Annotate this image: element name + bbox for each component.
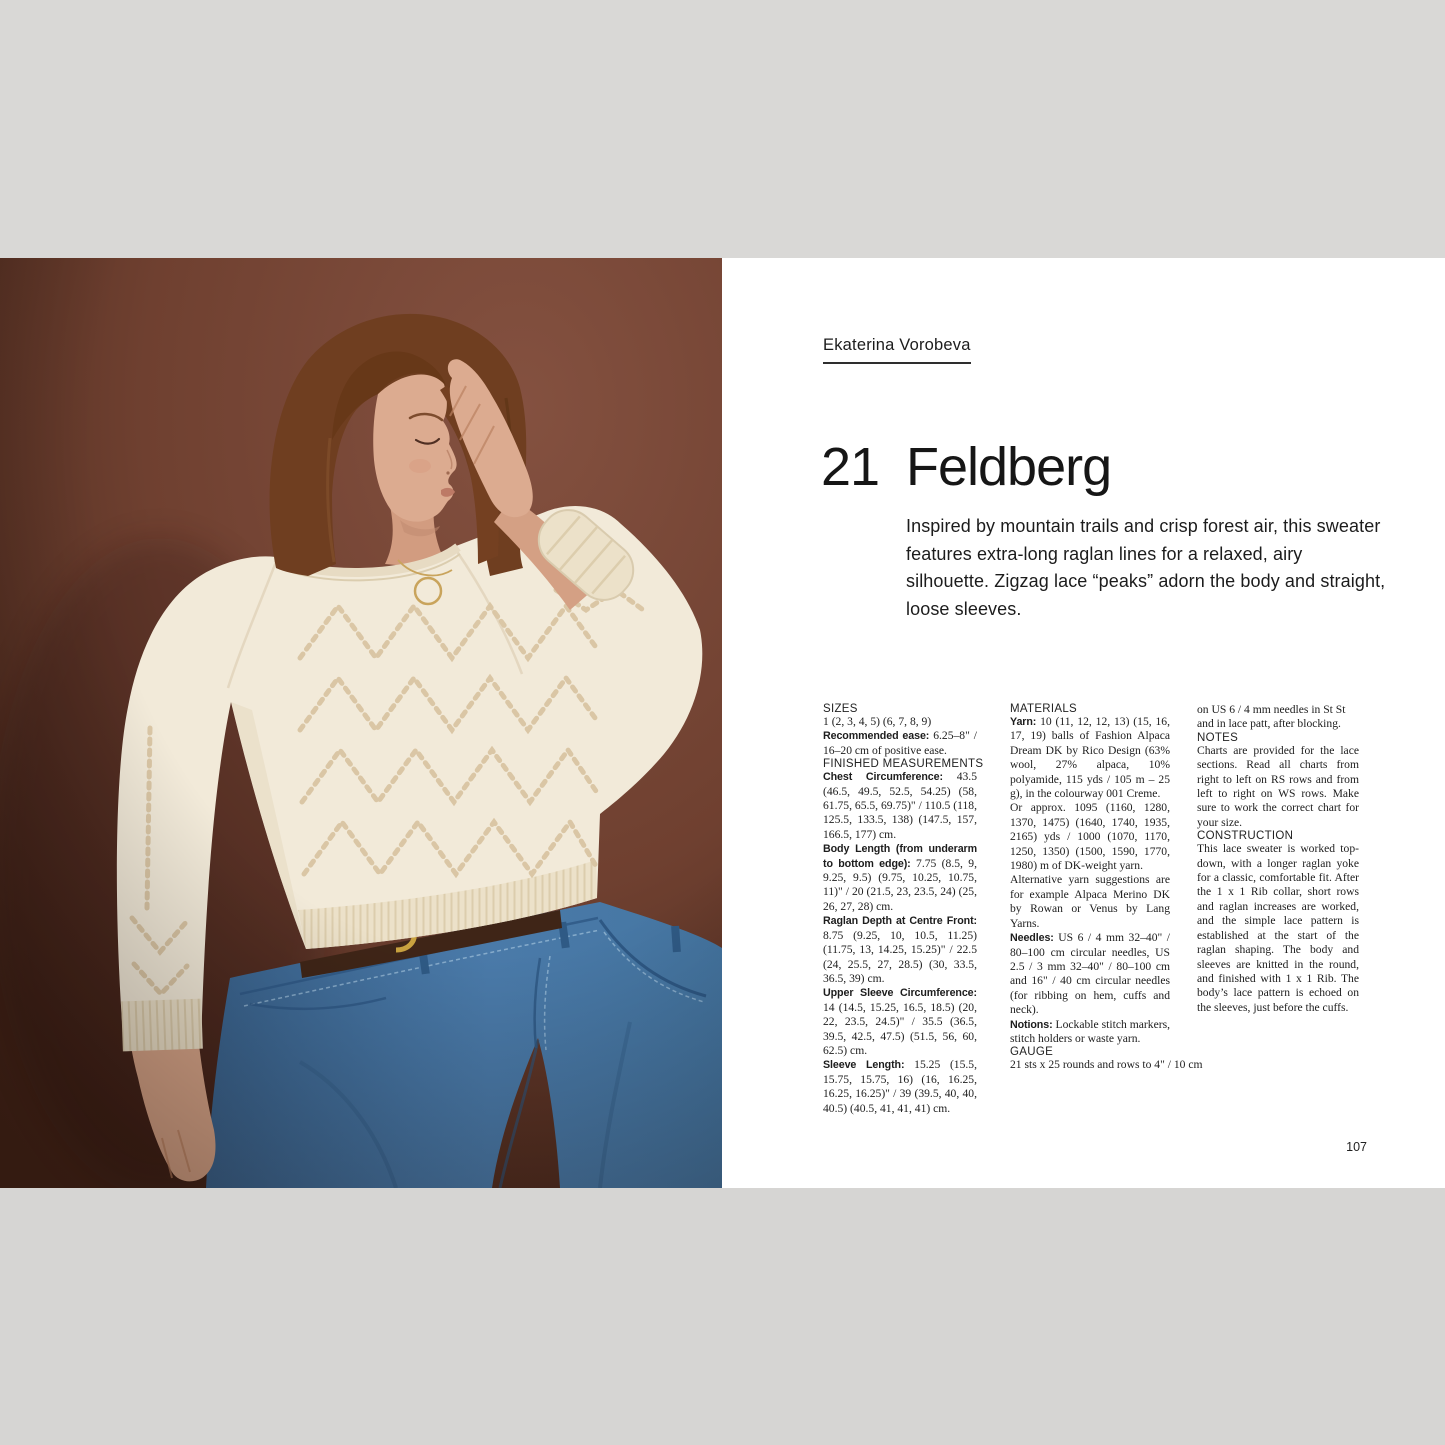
materials-heading: MATERIALS: [1010, 703, 1078, 715]
column-sizes: [823, 703, 984, 1116]
recommended-ease-label: Recommended ease:: [823, 730, 930, 743]
notes-heading: NOTES: [1197, 731, 1239, 744]
finished-measurements-heading: FINISHED MEASUREMENTS: [823, 758, 984, 771]
gauge-continued: on US 6 / 4 mm needles in St St and in lace patt, after blocking.: [1197, 703, 1346, 731]
yarn-alternative-yardage: Or approx. 1095 (1160, 1280, 1370, 1475) (1640, 1740, 1935, 2165) yds / 1000 (1070, 1170, 1250, 1350) (1500, 1590, 1770, 1980) m of DK-weight yarn.: [1010, 801, 1170, 873]
page-number: 107: [1346, 1140, 1367, 1154]
pattern-number: 21: [821, 437, 880, 497]
photo-vignette: [0, 258, 722, 1188]
measurement-item: Chest Circumference: 43.5 (46.5, 49.5, 52.5, 54.25) (58, 61.75, 65.5, 69.75)" / 110.5 (118, 125.5, 133.5, 138) (147.5, 157, 166.5, 177) cm.: [823, 770, 977, 841]
background-band-top: [0, 0, 1445, 258]
measurement-item: Sleeve Length: 15.25 (15.5, 15.75, 15.75, 16) (16, 16.25, 16.25, 16.25)" / 39 (39.5, 40, 40, 40.5) (40.5, 41, 41, 41) cm.: [823, 1058, 977, 1115]
background-band-bottom: [0, 1188, 1445, 1445]
gauge-text: 21 sts x 25 rounds and rows to 4" / 10 cm: [1010, 1058, 1203, 1072]
recommended-ease-text: 6.25–8" / 16–20 cm of positive ease.: [823, 729, 977, 757]
gauge-heading: GAUGE: [1010, 1046, 1054, 1059]
yarn-paragraph: Yarn: 10 (11, 12, 12, 13) (15, 16, 17, 19) balls of Fashion Alpaca Dream DK by Rico Design (63% wool, 27% alpaca, 10% polyamide, 115 yds / 105 m – 25 g), in the colourway 001 Creme.: [1010, 715, 1170, 801]
measurement-item: Upper Sleeve Circumference: 14 (14.5, 15.25, 16.5, 18.5) (20, 22, 23.5, 24.5)" / 35.5 (36.5, 39.5, 42.5, 47.5) (51.5, 56, 60, 62.5) cm.: [823, 987, 977, 1057]
recommended-ease: [823, 729, 977, 758]
sizes-heading: SIZES: [823, 703, 858, 715]
column-notes-construction: [1197, 703, 1359, 1015]
construction-heading: CONSTRUCTION: [1197, 830, 1294, 843]
pattern-photo: [0, 258, 722, 1188]
notes-text: Charts are provided for the lace sections. Read all charts from right to left on RS rows and from left to right on WS rows. Make sure to work the correct chart for your size.: [1197, 743, 1359, 829]
author-name: Ekaterina Vorobeva: [823, 336, 971, 364]
column-materials: [1010, 703, 1203, 1073]
measurement-item: Raglan Depth at Centre Front: 8.75 (9.25, 10, 10.5, 11.25) (11.75, 13, 14.25, 15.25)" / 22.5 (24, 25.5, 27, 28.5) (30, 33.5, 36.5, 39) cm.: [823, 915, 977, 985]
needles-paragraph: Needles: US 6 / 4 mm 32–40" / 80–100 cm circular needles, US 2.5 / 3 mm 32–40" / 80–100 cm and 16" / 40 cm circular needles (for ribbing on hem, cuffs and neck).: [1010, 931, 1170, 1017]
construction-text: This lace sweater is worked top-down, with a longer raglan yoke for a classic, comfortable fit. After the 1 x 1 Rib collar, short rows and raglan increases are worked, and the simple lace pattern is established at the start of the raglan shaping. The body and sleeves are knitted in the round, and finished with 1 x 1 Rib. The body’s lace pattern is echoed on the sleeves, just before the cuffs.: [1197, 842, 1359, 1014]
measurement-item: Body Length (from underarm to bottom edge): 7.75 (8.5, 9, 9.25, 9.5) (9.75, 10.25, 10.75, 11)" / 20 (21.5, 23, 23.5, 24) (25, 26, 27, 28) cm.: [823, 843, 977, 913]
notions-paragraph: Notions: Lockable stitch markers, stitch holders or waste yarn.: [1010, 1017, 1170, 1045]
yarn-suggestions: Alternative yarn suggestions are for example Alpaca Merino DK by Rowan or Venus by Lang Yarns.: [1010, 873, 1170, 930]
pattern-title: Feldberg: [906, 437, 1112, 497]
sizes-range: 1 (2, 3, 4, 5) (6, 7, 8, 9): [823, 715, 932, 728]
pattern-description: Inspired by mountain trails and crisp forest air, this sweater features extra-long raglan lines for a relaxed, airy silhouette. Zigzag lace “peaks” adorn the body and straight, loose sleeves.: [906, 516, 1386, 619]
pattern-page: [722, 258, 1445, 1188]
photo-illustration: [0, 258, 722, 1188]
book-spread: [0, 258, 1445, 1188]
